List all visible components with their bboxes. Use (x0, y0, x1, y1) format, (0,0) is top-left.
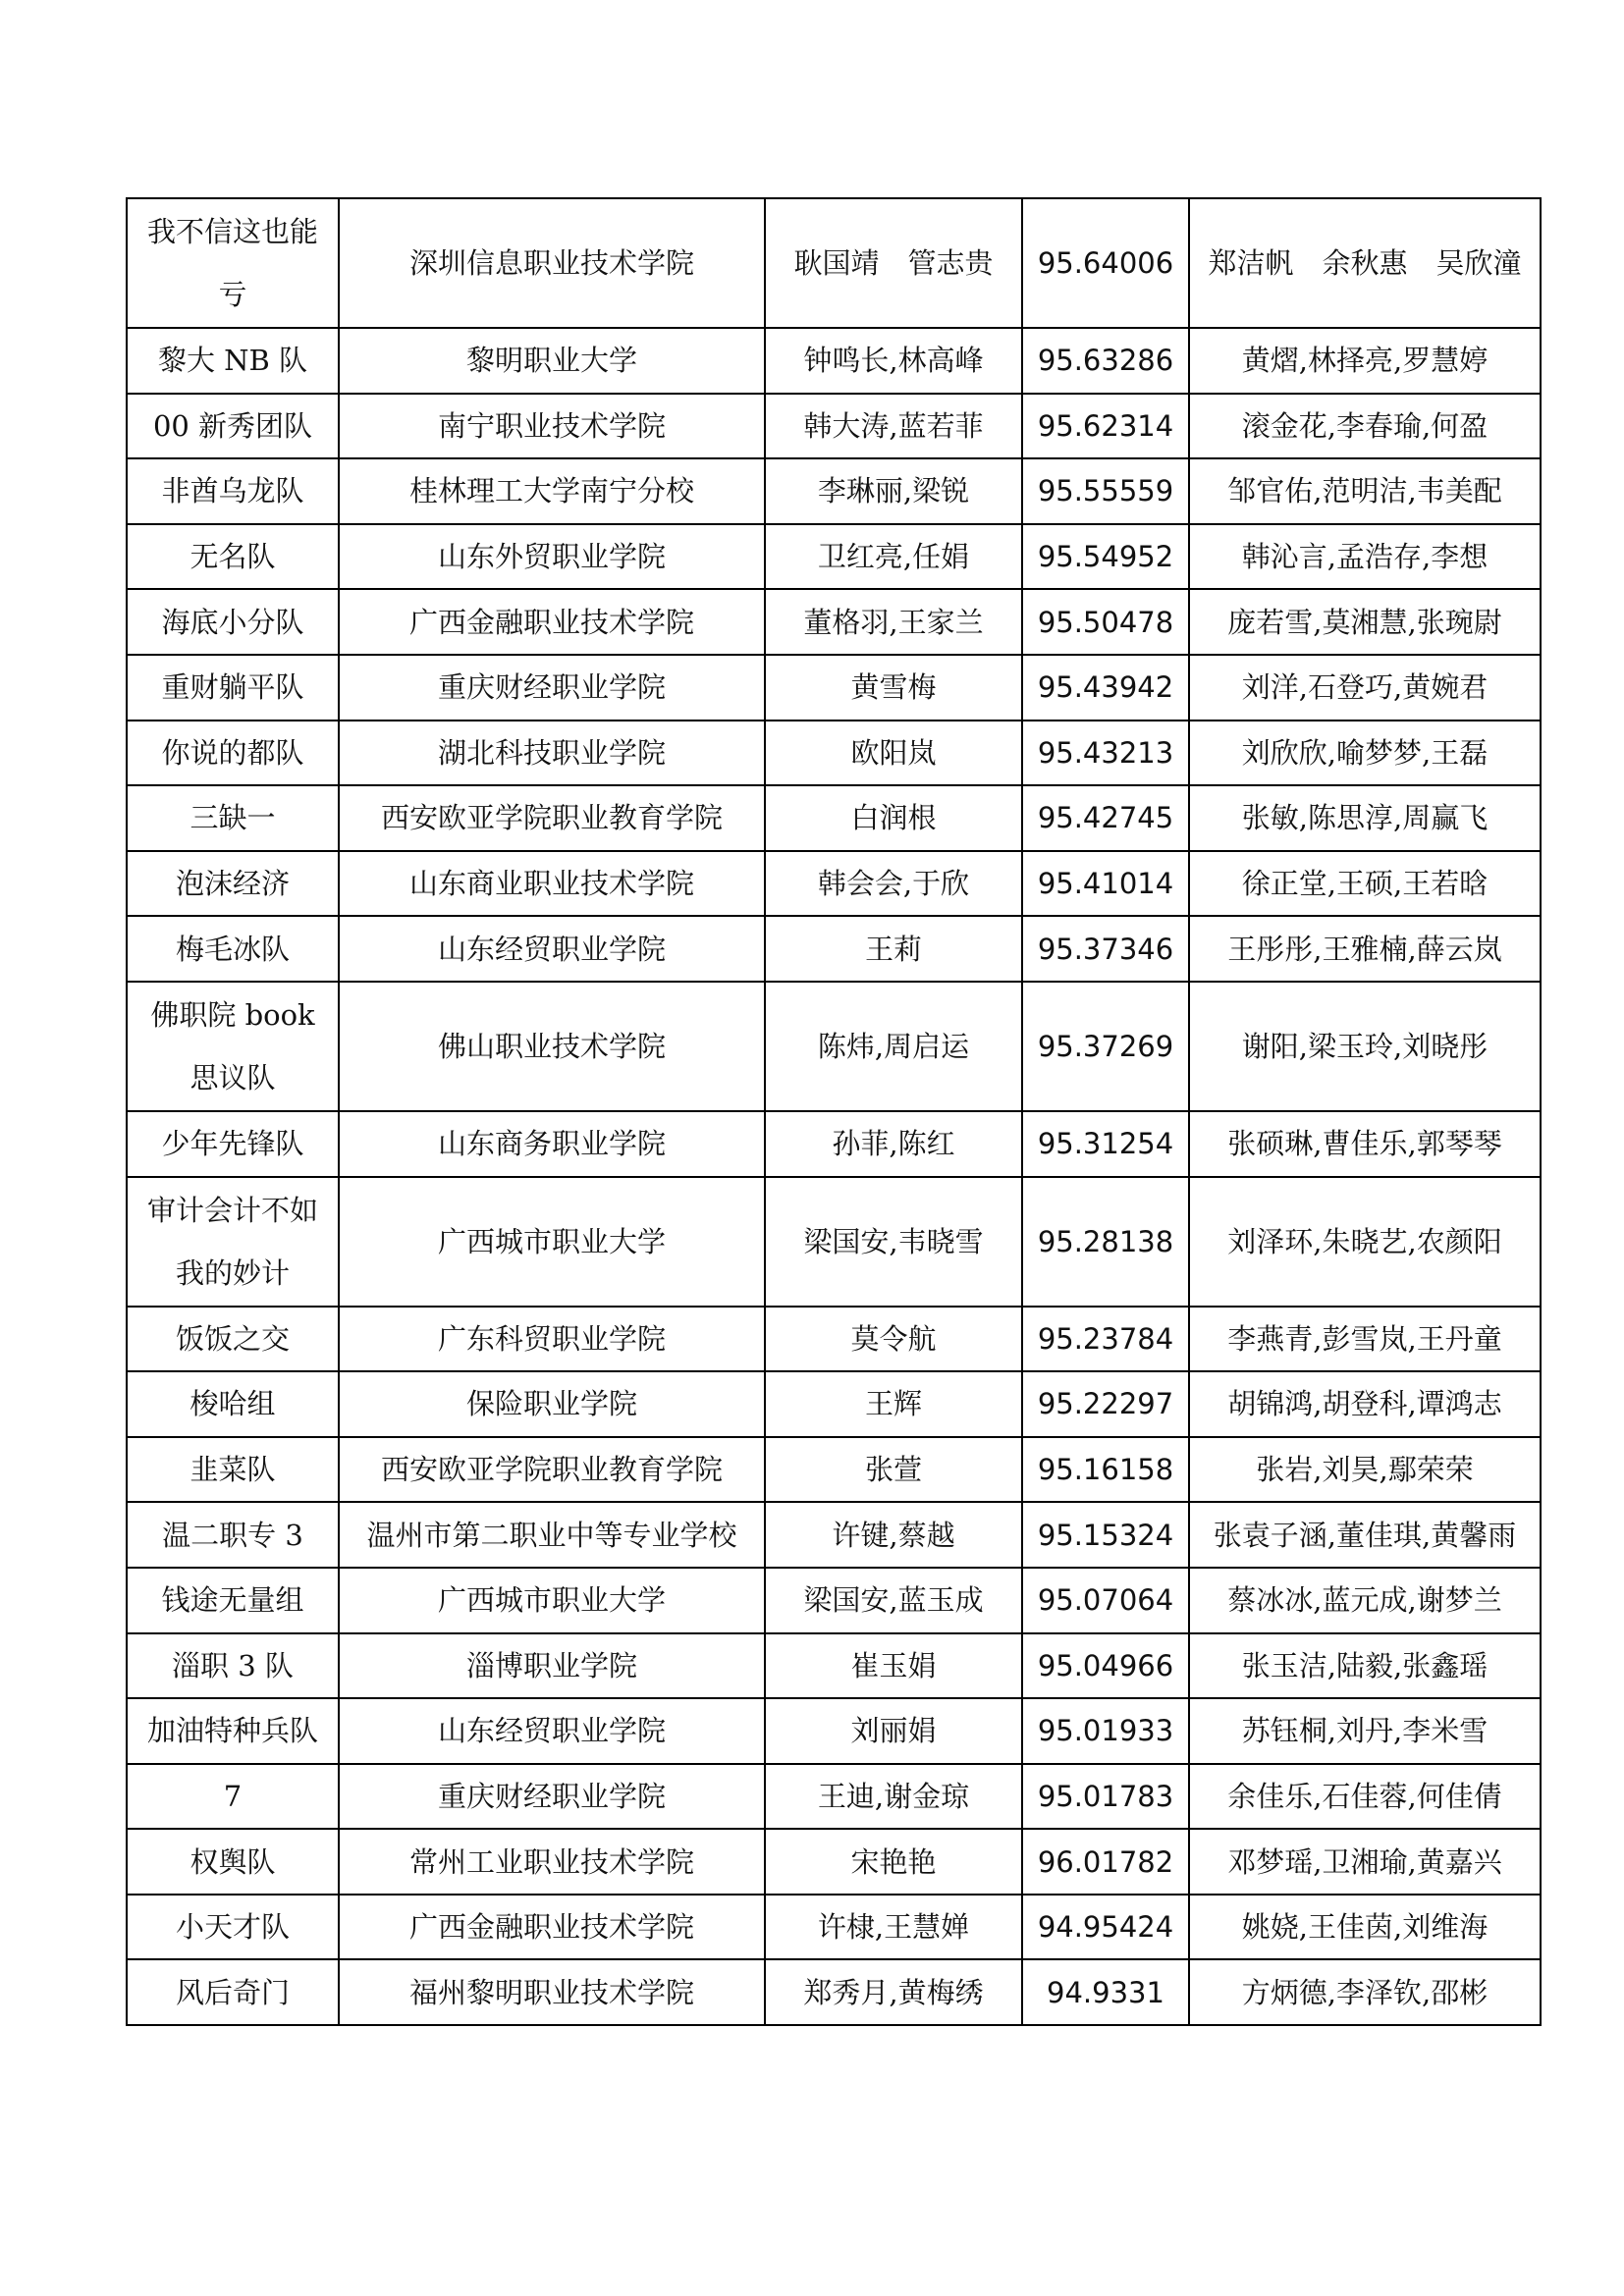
school-cell: 广西城市职业大学 (339, 1177, 765, 1307)
advisors-cell: 许键,蔡越 (765, 1502, 1022, 1568)
table-row (127, 1307, 1541, 1372)
school-cell: 西安欧亚学院职业教育学院 (339, 785, 765, 851)
table-row (127, 1829, 1541, 1895)
team-name-cell: 权舆队 (127, 1829, 339, 1895)
score-cell: 95.31254 (1022, 1111, 1189, 1177)
score-cell: 94.95424 (1022, 1895, 1189, 1960)
members-cell: 邓梦瑶,卫湘瑜,黄嘉兴 (1189, 1829, 1541, 1895)
table-row (127, 1959, 1541, 2025)
team-name-cell: 7 (127, 1764, 339, 1830)
table-row (127, 1371, 1541, 1437)
team-name-cell: 审计会计不如我的妙计 (127, 1177, 339, 1307)
score-cell: 95.55559 (1022, 458, 1189, 524)
members-cell: 余佳乐,石佳蓉,何佳倩 (1189, 1764, 1541, 1830)
school-cell: 保险职业学院 (339, 1371, 765, 1437)
team-name-cell: 温二职专 3 (127, 1502, 339, 1568)
score-cell: 95.15324 (1022, 1502, 1189, 1568)
team-name-cell: 少年先锋队 (127, 1111, 339, 1177)
school-cell: 深圳信息职业技术学院 (339, 198, 765, 328)
team-name-cell: 三缺一 (127, 785, 339, 851)
advisors-cell: 梁国安,蓝玉成 (765, 1568, 1022, 1633)
members-cell: 李燕青,彭雪岚,王丹童 (1189, 1307, 1541, 1372)
members-cell: 谢阳,梁玉玲,刘晓彤 (1189, 982, 1541, 1111)
score-cell: 95.42745 (1022, 785, 1189, 851)
team-name-cell: 饭饭之交 (127, 1307, 339, 1372)
score-cell: 95.62314 (1022, 394, 1189, 459)
members-cell: 邹官佑,范明洁,韦美配 (1189, 458, 1541, 524)
advisors-cell: 王迪,谢金琼 (765, 1764, 1022, 1830)
advisors-cell: 王辉 (765, 1371, 1022, 1437)
school-cell: 山东经贸职业学院 (339, 1698, 765, 1764)
score-cell: 95.04966 (1022, 1633, 1189, 1699)
score-cell: 95.37269 (1022, 982, 1189, 1111)
table-row (127, 1437, 1541, 1503)
team-name-cell: 00 新秀团队 (127, 394, 339, 459)
table-row (127, 1895, 1541, 1960)
score-cell: 95.07064 (1022, 1568, 1189, 1633)
advisors-cell: 莫令航 (765, 1307, 1022, 1372)
school-cell: 山东外贸职业学院 (339, 524, 765, 590)
members-cell: 张岩,刘昊,鄢荣荣 (1189, 1437, 1541, 1503)
school-cell: 西安欧亚学院职业教育学院 (339, 1437, 765, 1503)
table-row (127, 1111, 1541, 1177)
team-name-cell: 风后奇门 (127, 1959, 339, 2025)
table-row (127, 982, 1541, 1111)
score-cell: 95.22297 (1022, 1371, 1189, 1437)
team-name-cell: 海底小分队 (127, 589, 339, 655)
school-cell: 重庆财经职业学院 (339, 655, 765, 721)
team-name-cell: 非酋乌龙队 (127, 458, 339, 524)
score-cell: 94.9331 (1022, 1959, 1189, 2025)
advisors-cell: 孙菲,陈红 (765, 1111, 1022, 1177)
members-cell: 刘欣欣,喻梦梦,王磊 (1189, 721, 1541, 786)
school-cell: 桂林理工大学南宁分校 (339, 458, 765, 524)
score-cell: 95.43213 (1022, 721, 1189, 786)
score-cell: 95.43942 (1022, 655, 1189, 721)
table-row (127, 524, 1541, 590)
advisors-cell: 梁国安,韦晓雪 (765, 1177, 1022, 1307)
members-cell: 郑洁帆 余秋惠 吴欣潼 (1189, 198, 1541, 328)
table-row (127, 1502, 1541, 1568)
members-cell: 姚娆,王佳茵,刘维海 (1189, 1895, 1541, 1960)
school-cell: 广西金融职业技术学院 (339, 1895, 765, 1960)
advisors-cell: 宋艳艳 (765, 1829, 1022, 1895)
team-name-cell: 无名队 (127, 524, 339, 590)
advisors-cell: 郑秀月,黄梅绣 (765, 1959, 1022, 2025)
team-name-cell: 泡沫经济 (127, 851, 339, 917)
score-cell: 95.16158 (1022, 1437, 1189, 1503)
members-cell: 蔡冰冰,蓝元成,谢梦兰 (1189, 1568, 1541, 1633)
members-cell: 韩沁言,孟浩存,李想 (1189, 524, 1541, 590)
team-name-cell: 小天才队 (127, 1895, 339, 1960)
members-cell: 张玉洁,陆毅,张鑫瑶 (1189, 1633, 1541, 1699)
school-cell: 广西金融职业技术学院 (339, 589, 765, 655)
table-row (127, 328, 1541, 394)
advisors-cell: 韩会会,于欣 (765, 851, 1022, 917)
score-cell: 95.01783 (1022, 1764, 1189, 1830)
team-name-cell: 黎大 NB 队 (127, 328, 339, 394)
members-cell: 方炳德,李泽钦,邵彬 (1189, 1959, 1541, 2025)
advisors-cell: 王莉 (765, 916, 1022, 982)
members-cell: 黄熠,林择亮,罗慧婷 (1189, 328, 1541, 394)
team-name-cell: 梅毛冰队 (127, 916, 339, 982)
advisors-cell: 许棣,王慧婵 (765, 1895, 1022, 1960)
score-cell: 95.37346 (1022, 916, 1189, 982)
table-row (127, 1633, 1541, 1699)
table-row (127, 589, 1541, 655)
members-cell: 徐正堂,王硕,王若晗 (1189, 851, 1541, 917)
score-cell: 95.50478 (1022, 589, 1189, 655)
score-cell: 95.54952 (1022, 524, 1189, 590)
school-cell: 山东商业职业技术学院 (339, 851, 765, 917)
table-row (127, 721, 1541, 786)
advisors-cell: 李琳丽,梁锐 (765, 458, 1022, 524)
table-row (127, 1698, 1541, 1764)
advisors-cell: 耿国靖 管志贵 (765, 198, 1022, 328)
team-name-cell: 淄职 3 队 (127, 1633, 339, 1699)
advisors-cell: 董格羽,王家兰 (765, 589, 1022, 655)
members-cell: 苏钰桐,刘丹,李米雪 (1189, 1698, 1541, 1764)
advisors-cell: 卫红亮,任娟 (765, 524, 1022, 590)
advisors-cell: 白润根 (765, 785, 1022, 851)
school-cell: 常州工业职业技术学院 (339, 1829, 765, 1895)
table-row (127, 1568, 1541, 1633)
score-cell: 95.28138 (1022, 1177, 1189, 1307)
school-cell: 广西城市职业大学 (339, 1568, 765, 1633)
score-cell: 96.01782 (1022, 1829, 1189, 1895)
school-cell: 湖北科技职业学院 (339, 721, 765, 786)
advisors-cell: 欧阳岚 (765, 721, 1022, 786)
table-row (127, 916, 1541, 982)
school-cell: 福州黎明职业技术学院 (339, 1959, 765, 2025)
advisors-cell: 韩大涛,蓝若菲 (765, 394, 1022, 459)
table-row (127, 198, 1541, 328)
members-cell: 滚金花,李春瑜,何盈 (1189, 394, 1541, 459)
school-cell: 山东商务职业学院 (339, 1111, 765, 1177)
team-name-cell: 我不信这也能亏 (127, 198, 339, 328)
team-name-cell: 你说的都队 (127, 721, 339, 786)
advisors-cell: 崔玉娟 (765, 1633, 1022, 1699)
score-cell: 95.63286 (1022, 328, 1189, 394)
table-row (127, 655, 1541, 721)
school-cell: 山东经贸职业学院 (339, 916, 765, 982)
team-name-cell: 钱途无量组 (127, 1568, 339, 1633)
school-cell: 南宁职业技术学院 (339, 394, 765, 459)
members-cell: 胡锦鸿,胡登科,谭鸿志 (1189, 1371, 1541, 1437)
team-name-cell: 重财躺平队 (127, 655, 339, 721)
table-row (127, 785, 1541, 851)
team-name-cell: 梭哈组 (127, 1371, 339, 1437)
table-row (127, 458, 1541, 524)
score-cell: 95.23784 (1022, 1307, 1189, 1372)
score-cell: 95.41014 (1022, 851, 1189, 917)
members-cell: 张袁子涵,董佳琪,黄馨雨 (1189, 1502, 1541, 1568)
team-name-cell: 加油特种兵队 (127, 1698, 339, 1764)
members-cell: 庞若雪,莫湘慧,张琬尉 (1189, 589, 1541, 655)
results-table-body (127, 198, 1541, 2025)
school-cell: 佛山职业技术学院 (339, 982, 765, 1111)
school-cell: 淄博职业学院 (339, 1633, 765, 1699)
members-cell: 张硕琳,曹佳乐,郭琴琴 (1189, 1111, 1541, 1177)
team-name-cell: 韭菜队 (127, 1437, 339, 1503)
school-cell: 重庆财经职业学院 (339, 1764, 765, 1830)
school-cell: 温州市第二职业中等专业学校 (339, 1502, 765, 1568)
table-row (127, 394, 1541, 459)
score-cell: 95.64006 (1022, 198, 1189, 328)
advisors-cell: 黄雪梅 (765, 655, 1022, 721)
table-row (127, 1764, 1541, 1830)
team-name-cell: 佛职院 book 思议队 (127, 982, 339, 1111)
members-cell: 张敏,陈思淳,周赢飞 (1189, 785, 1541, 851)
table-row (127, 851, 1541, 917)
results-table (126, 197, 1542, 2026)
advisors-cell: 陈炜,周启运 (765, 982, 1022, 1111)
advisors-cell: 钟鸣长,林高峰 (765, 328, 1022, 394)
school-cell: 黎明职业大学 (339, 328, 765, 394)
school-cell: 广东科贸职业学院 (339, 1307, 765, 1372)
members-cell: 刘泽环,朱晓艺,农颜阳 (1189, 1177, 1541, 1307)
members-cell: 刘洋,石登巧,黄婉君 (1189, 655, 1541, 721)
members-cell: 王彤彤,王雅楠,薛云岚 (1189, 916, 1541, 982)
score-cell: 95.01933 (1022, 1698, 1189, 1764)
advisors-cell: 刘丽娟 (765, 1698, 1022, 1764)
table-row (127, 1177, 1541, 1307)
advisors-cell: 张萱 (765, 1437, 1022, 1503)
